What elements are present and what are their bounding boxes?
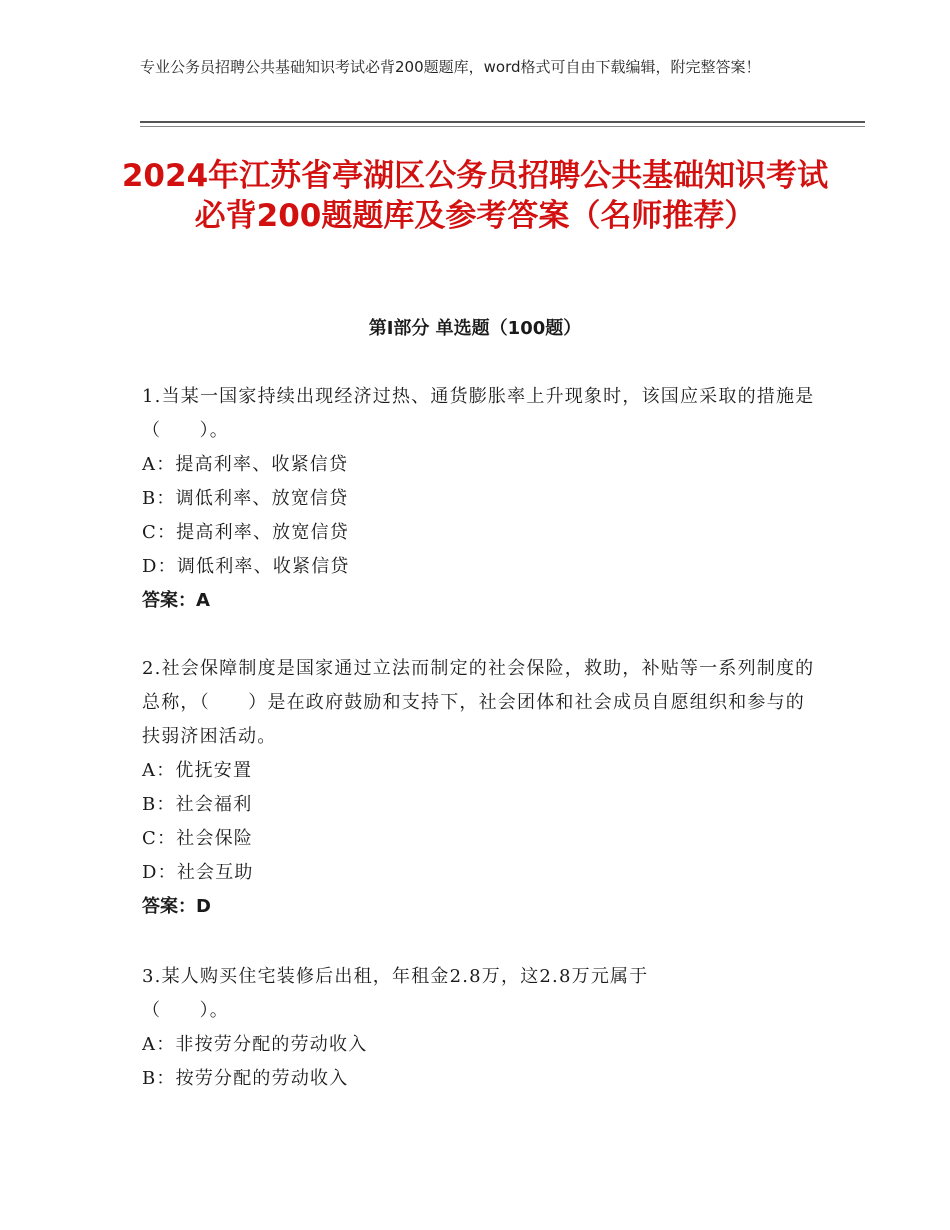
- question-1: [142, 380, 822, 618]
- question-stem: 3.某人购买住宅装修后出租，年租金2.8万，这2.8万元属于: [142, 966, 649, 987]
- header-divider-thin: [140, 126, 865, 127]
- option-b: B：社会福利: [142, 794, 253, 815]
- answer: 答案：A: [142, 590, 210, 611]
- option-b: B：调低利率、放宽信贷: [142, 488, 349, 509]
- option-c: C：提高利率、放宽信贷: [142, 522, 349, 543]
- document-title: 2024年江苏省亭湖区公务员招聘公共基础知识考试必背200题题库及参考答案（名师推荐）: [121, 158, 829, 234]
- option-c: C：社会保险: [142, 828, 253, 849]
- header-note: 专业公务员招聘公共基础知识考试必背200题题库，word格式可自由下载编辑，附完整答案！: [140, 58, 761, 76]
- option-b: B：按劳分配的劳动收入: [142, 1068, 349, 1089]
- option-a: A：提高利率、收紧信贷: [142, 454, 349, 475]
- question-stem: 2.社会保障制度是国家通过立法而制定的社会保险，救助，补贴等一系列制度的总称，（ ）是在政府鼓励和支持下，社会团体和社会成员自愿组织和参与的扶弱济困活动。: [142, 658, 815, 747]
- option-d: D：社会互助: [142, 862, 254, 883]
- option-d: D：调低利率、收紧信贷: [142, 556, 350, 577]
- question-3: [142, 960, 822, 1096]
- question-stem: 1.当某一国家持续出现经济过热、通货膨胀率上升现象时，该国应采取的措施是（ ）。: [142, 386, 815, 441]
- section-title: 第Ⅰ部分 单选题（100题）: [368, 318, 582, 339]
- question-2: [142, 652, 822, 924]
- answer: 答案：D: [142, 896, 211, 917]
- question-stem-continued: （ ）。: [142, 1000, 229, 1021]
- option-a: A：优抚安置: [142, 760, 253, 781]
- header-divider-thick: [140, 121, 865, 123]
- option-a: A：非按劳分配的劳动收入: [142, 1034, 368, 1055]
